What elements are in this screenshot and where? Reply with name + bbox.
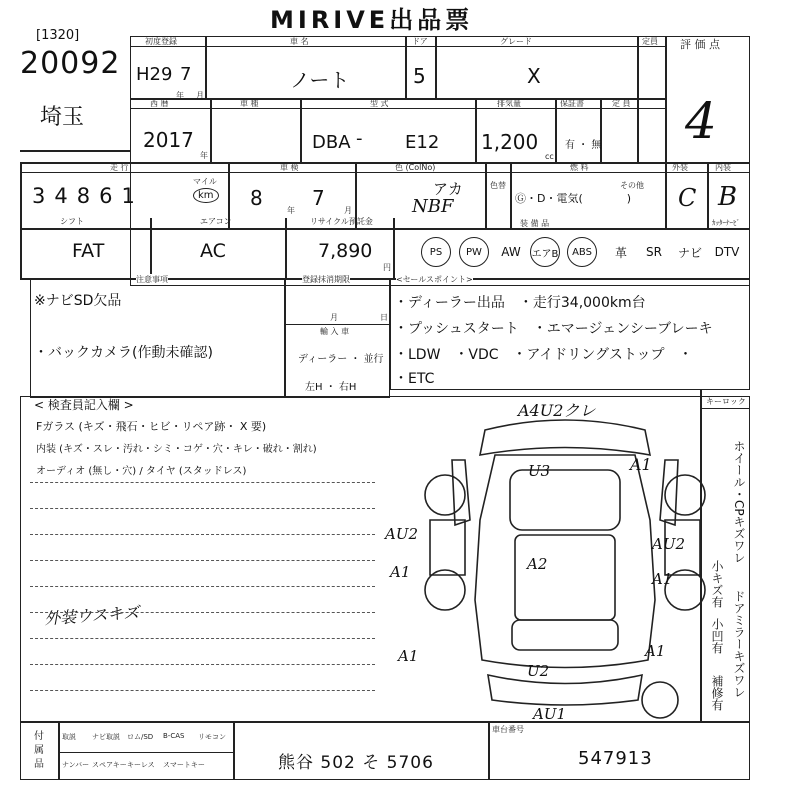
- damage-mark: U2: [527, 662, 550, 680]
- sales-points-label: <セールスポイント>: [396, 275, 473, 284]
- auction-logo: MIRIVE出品票: [270, 6, 474, 34]
- inspector-handwritten-note: 外装ウスキズ: [43, 602, 140, 629]
- interior-label: 内装: [715, 163, 731, 172]
- grade-label: グレード: [500, 37, 532, 46]
- inspection-month: 7: [312, 186, 325, 210]
- sales-point-2: ・プッシュスタート ・エマージェンシーブレーキ: [394, 321, 713, 337]
- capacity-label: 定 員: [612, 99, 631, 108]
- doors-label: ドア: [412, 37, 428, 46]
- color-change-label: 色替: [490, 181, 506, 190]
- inspector-audio: オーディオ (無し・穴) / タイヤ (スタッドレス): [36, 466, 247, 477]
- reg-month-unit: 月: [196, 91, 204, 100]
- recycle-yen: 円: [383, 263, 391, 272]
- car-name-label: 車 名: [290, 37, 309, 46]
- vehicle-type-label: 車 種: [240, 99, 259, 108]
- accessory-label: ナビ取説: [92, 733, 120, 741]
- color-label: 色 (ColNo): [395, 163, 436, 172]
- equipment-1: [454, 232, 494, 272]
- mileage-value: 34861: [32, 184, 144, 208]
- reg-deadline-label: 登録抹消期限: [302, 275, 350, 284]
- color-name: アカ: [433, 180, 463, 198]
- sales-point-4: ・ETC: [394, 371, 435, 387]
- damage-mark: A1: [398, 647, 419, 665]
- damage-mark: AU2: [652, 535, 686, 553]
- era-year-unit: 年: [176, 91, 184, 100]
- shift-label: シフト: [60, 217, 84, 226]
- reg-month-mark: 月: [330, 313, 338, 322]
- equipment-label: DTV: [714, 245, 740, 259]
- keylock-note-wheel-line: ホイール・CPキズワレ: [732, 440, 746, 564]
- accessory-label: ロム/SD: [127, 733, 154, 741]
- recycle-label: リサイクル預託金: [310, 217, 373, 226]
- seats-label: 定員: [642, 37, 658, 46]
- warranty-label: 保証書: [560, 99, 584, 108]
- shift-value: FAT: [72, 240, 105, 262]
- era-year: H29: [136, 64, 173, 85]
- equipment-6: [634, 232, 674, 272]
- damage-mark: AU2: [385, 525, 419, 543]
- warranty-options: 有 ・ 無: [565, 140, 602, 151]
- damage-mark: A1: [630, 455, 652, 474]
- inspector-notes-label: < 検査員記入欄 >: [34, 398, 134, 412]
- accessories-side-label: 付属品: [34, 731, 44, 770]
- equipment-label: 革: [614, 245, 627, 260]
- first-reg-label: 初度登録: [145, 37, 177, 46]
- license-plate: 熊谷 502 そ 5706: [278, 753, 434, 773]
- equipment-0: [416, 232, 456, 272]
- accessory-label: B-CAS: [163, 732, 185, 740]
- damage-mark: A1: [390, 563, 411, 581]
- equipment-label: ナビ: [677, 245, 702, 260]
- score-value: 4: [685, 92, 717, 150]
- exterior-label: 外装: [672, 163, 688, 172]
- model-prefix: DBA: [312, 132, 351, 153]
- lot-number: 20092: [20, 46, 121, 81]
- mileage-label: 走 行: [110, 163, 129, 172]
- fuel-label: 燃 料: [570, 163, 589, 172]
- reg-month: 7: [180, 64, 192, 85]
- damage-mark: A1: [652, 570, 673, 588]
- equipment-8: [707, 232, 747, 272]
- equipment-4: [562, 232, 602, 272]
- accessory-label: ナンバー: [62, 761, 90, 769]
- car-name-value: ノート: [290, 68, 350, 92]
- frame-number-label: 車台番号: [492, 725, 524, 734]
- fuel-other-label: その他: [620, 181, 644, 190]
- year-western: 2017: [143, 128, 194, 152]
- accessory-label: リモコン: [198, 733, 226, 741]
- prefecture: 埼玉: [40, 105, 85, 130]
- keylock-note-door-mirror: ドアミラーキズワレ: [732, 590, 746, 698]
- equipment-7: [670, 232, 710, 272]
- equipment-label: PW: [459, 237, 489, 267]
- model-dash: -: [356, 128, 363, 149]
- car-damage-diagram: [420, 400, 710, 720]
- lot-code: [1320]: [36, 28, 80, 43]
- grade-value: X: [527, 64, 541, 88]
- caution-label: 注意事項: [136, 275, 168, 284]
- displacement-label: 排気量: [497, 99, 521, 108]
- keylock-note-small-dent: 小凹有: [710, 618, 724, 654]
- equipment-label: 装 備 品: [520, 219, 550, 228]
- damage-mark: U3: [528, 462, 551, 480]
- displacement-value: 1,200: [481, 130, 539, 154]
- damage-mark: A1: [645, 642, 666, 660]
- score-label: 評 価 点: [680, 38, 720, 51]
- sales-point-3: ・LDW ・VDC ・アイドリングストップ ・: [394, 347, 693, 363]
- equipment-label: AW: [501, 245, 521, 259]
- doors-value: 5: [413, 64, 426, 88]
- equipment-3: [525, 232, 565, 272]
- inspector-interior: 内装 (キズ・スレ・汚れ・シミ・コゲ・穴・キレ・破れ・割れ): [36, 444, 317, 455]
- year-suffix: 年: [200, 151, 208, 160]
- inspector-glass: Fガラス (キズ・飛石・ヒビ・リペア跡・ X 要): [36, 420, 267, 433]
- inspection-month-unit: 月: [344, 206, 352, 215]
- inspection-year-unit: 年: [287, 206, 295, 215]
- recycle-fee: 7,890: [318, 240, 373, 262]
- dealer-parallel: ディーラー ・ 並行: [298, 354, 384, 365]
- equipment-label: SR: [646, 245, 662, 259]
- equipment-label: エアB: [530, 237, 560, 267]
- accessory-label: スマートキー: [163, 761, 205, 769]
- year-label: 西 暦: [150, 99, 169, 108]
- reg-day-mark: 日: [380, 313, 388, 322]
- keylock-note-small-scratch: 小キズ有: [710, 560, 724, 608]
- damage-mark: A4U2クレ: [518, 401, 596, 420]
- caution-note-2: ・バックカメラ(作動未確認): [34, 345, 213, 361]
- frame-number: 547913: [578, 748, 653, 769]
- km-unit: km: [193, 188, 219, 203]
- inspection-label: 車 検: [280, 163, 299, 172]
- interior-grade: B: [718, 182, 738, 212]
- accessory-label: キーレス: [127, 761, 155, 769]
- damage-mark: A2: [527, 555, 548, 573]
- keylock-note-repair: 補修有: [710, 675, 724, 711]
- accessory-label: スペアキー: [92, 761, 127, 769]
- damage-mark: AU1: [533, 705, 567, 723]
- equipment-label: PS: [421, 237, 451, 267]
- aircon-label: エアコン: [200, 217, 232, 226]
- fuel-options: Ⓖ・D・電気( ): [515, 192, 632, 205]
- exterior-grade: C: [678, 184, 697, 212]
- keylock-label: キーロック: [706, 397, 746, 406]
- left-right-hand: 左H ・ 右H: [305, 382, 357, 393]
- model-code: E12: [405, 132, 440, 153]
- cc-unit: cc: [545, 152, 554, 161]
- cutter-label: ｶｯﾀｰﾅｰﾋﾞ: [712, 219, 740, 227]
- import-label: 輸 入 車: [320, 327, 350, 336]
- inspection-year: 8: [250, 186, 263, 210]
- model-label: 型 式: [370, 99, 389, 108]
- equipment-label: ABS: [567, 237, 597, 267]
- sales-point-1: ・ディーラー出品 ・走行34,000km台: [394, 295, 646, 311]
- mile-unit: マイル: [193, 177, 217, 186]
- accessory-label: 取説: [62, 733, 76, 741]
- aircon-value: AC: [200, 240, 226, 262]
- caution-note-1: ※ナビSD欠品: [34, 293, 122, 309]
- color-code: NBF: [412, 196, 454, 217]
